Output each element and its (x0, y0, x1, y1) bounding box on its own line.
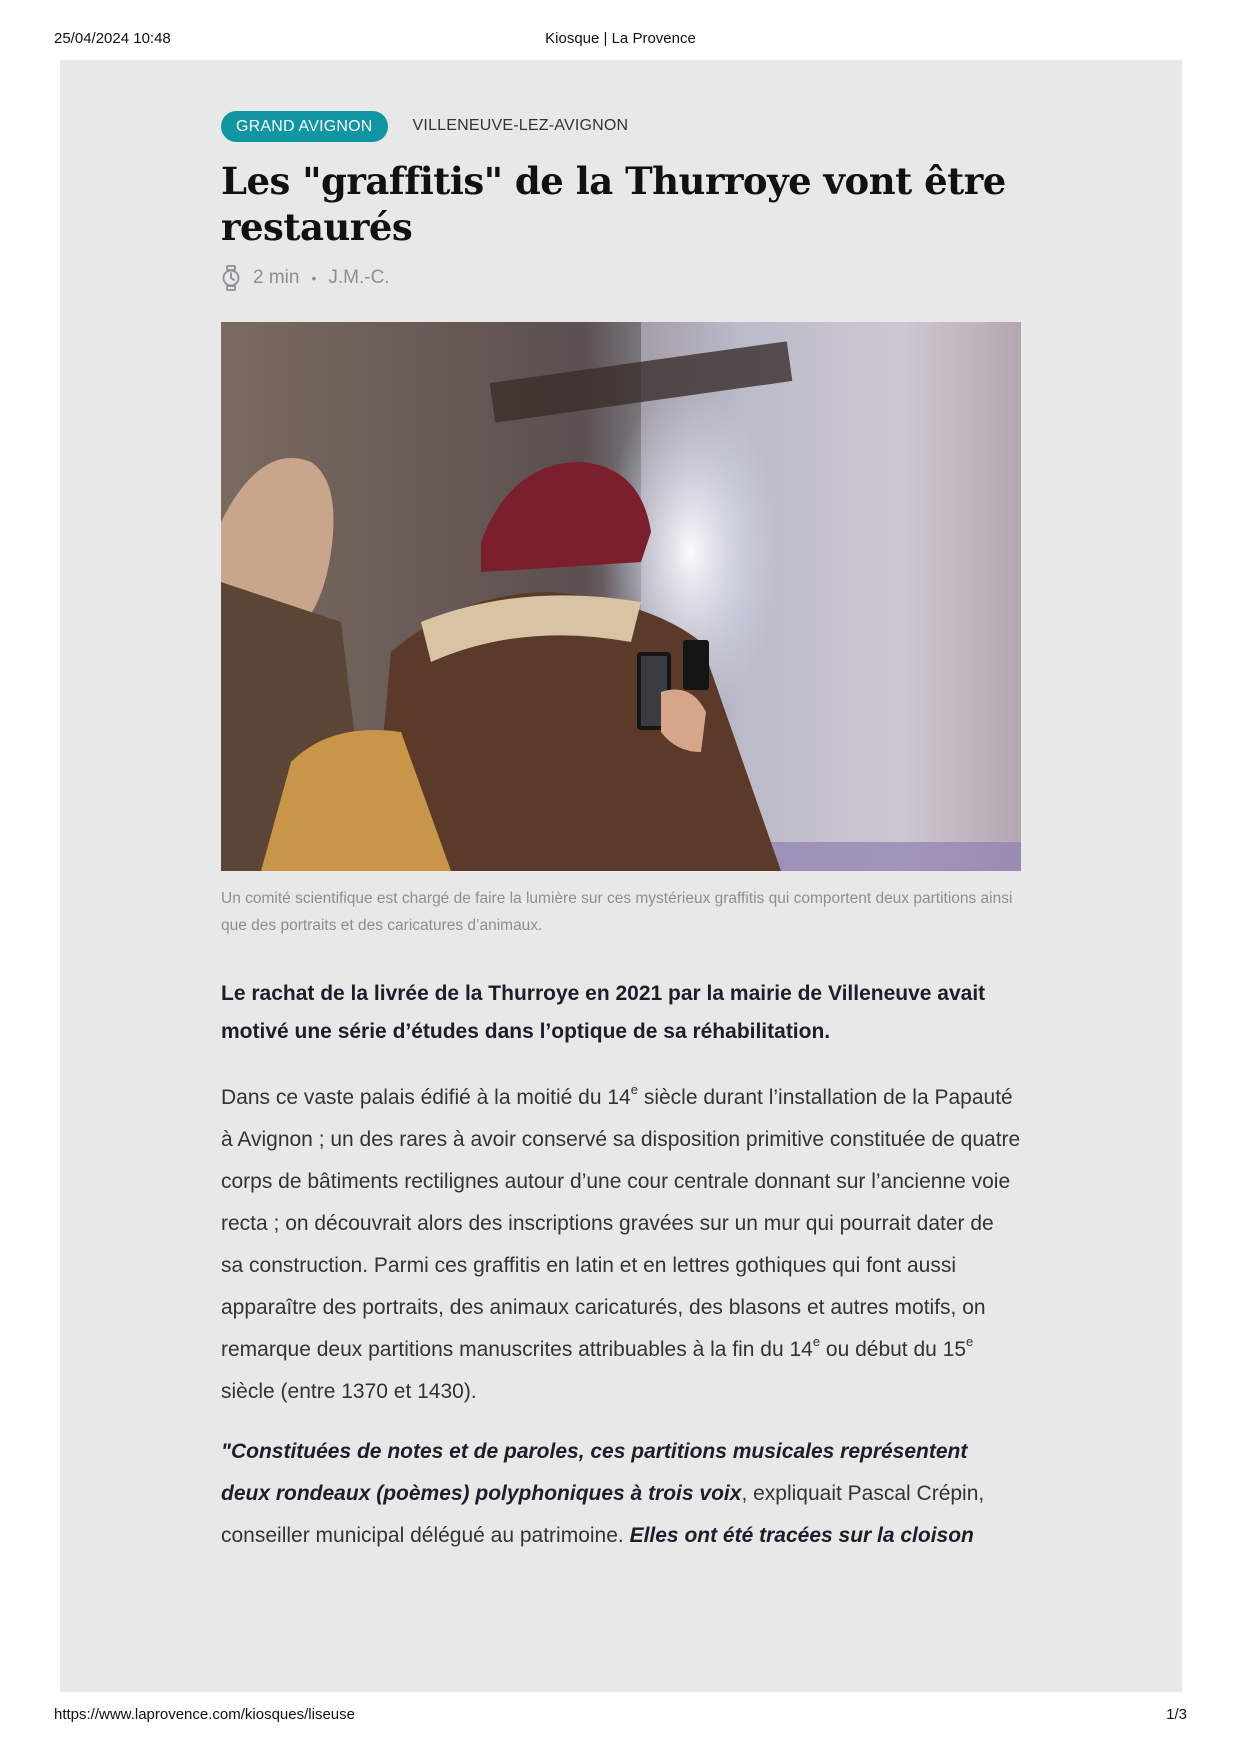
article-paragraph-1 (221, 1077, 1021, 1413)
print-url: https://www.laprovence.com/kiosques/liseuse (54, 1706, 355, 1723)
para1-part1: Dans ce vaste palais édifié à la moitié du 14 (221, 1086, 631, 1109)
meta-separator: • (311, 270, 317, 286)
para1-sup3: e (966, 1334, 974, 1349)
print-page-number: 1/3 (1166, 1706, 1187, 1723)
article-column (221, 110, 1021, 1557)
article-lead: Le rachat de la livrée de la Thurroye en 2021 par la mairie de Villeneuve avait motivé une série d’études dans l’optique de sa réhabilitation. (221, 982, 986, 1043)
print-datetime: 25/04/2024 10:48 (54, 30, 171, 47)
quote-part-2: Elles ont été tracées sur la cloison (629, 1524, 974, 1547)
para1-sup1: e (630, 1082, 638, 1097)
print-page-title: Kiosque | La Provence (545, 30, 696, 47)
read-time: 2 min (253, 267, 300, 288)
article-photo (221, 322, 1021, 871)
article-paragraph-2 (221, 1431, 1021, 1557)
para1-part4: siècle (entre 1370 et 1430). (221, 1380, 477, 1403)
article-meta (221, 264, 1021, 292)
para1-sup2: e (812, 1334, 821, 1349)
stopwatch-icon (221, 265, 241, 291)
photo-illustration (221, 322, 1021, 871)
quote-part-1: "Constituées de notes et de paroles, ces partitions musicales représentent deux rondeaux (poèmes) polyphoniques à trois voix (221, 1440, 968, 1505)
para1-part2: siècle durant l’installation de la Papauté à Avignon ; un des rares à avoir conservé sa disposition primitive constituée de quatre corps de bâtiments rectilignes autour d’une cour centrale donnant sur l’ancienne voie recta ; on découvrait alors des inscriptions gravées sur un mur qui pourrait dater de sa construction. Parmi ces graffitis en latin et en lettres gothiques qui font aussi apparaître des portraits, des animaux caricaturés, des blasons et autres motifs, on remarque deux partitions manuscrites attribuables à la fin du 14 (221, 1086, 1021, 1361)
article-title: Les "graffitis" de la Thurroye vont être restaurés (221, 159, 1006, 249)
photo-caption: Un comité scientifique est chargé de faire la lumière sur ces mystérieux graffitis qui comportent deux partitions ainsi que des portraits et des caricatures d’animaux. (221, 890, 1013, 934)
tag-villeneuve[interactable]: VILLENEUVE-LEZ-AVIGNON (412, 117, 629, 134)
tag-grand-avignon[interactable]: GRAND AVIGNON (221, 111, 388, 142)
para1-part3: ou début du 15 (820, 1338, 967, 1361)
article-sheet (60, 60, 1182, 1692)
article-tags (221, 110, 1021, 142)
print-footer (0, 1706, 1241, 1728)
author: J.M.-C. (328, 267, 390, 288)
print-header (0, 30, 1241, 52)
quote-attribution: , expliquait Pascal Crépin, conseiller municipal délégué au patrimoine. (221, 1482, 985, 1547)
